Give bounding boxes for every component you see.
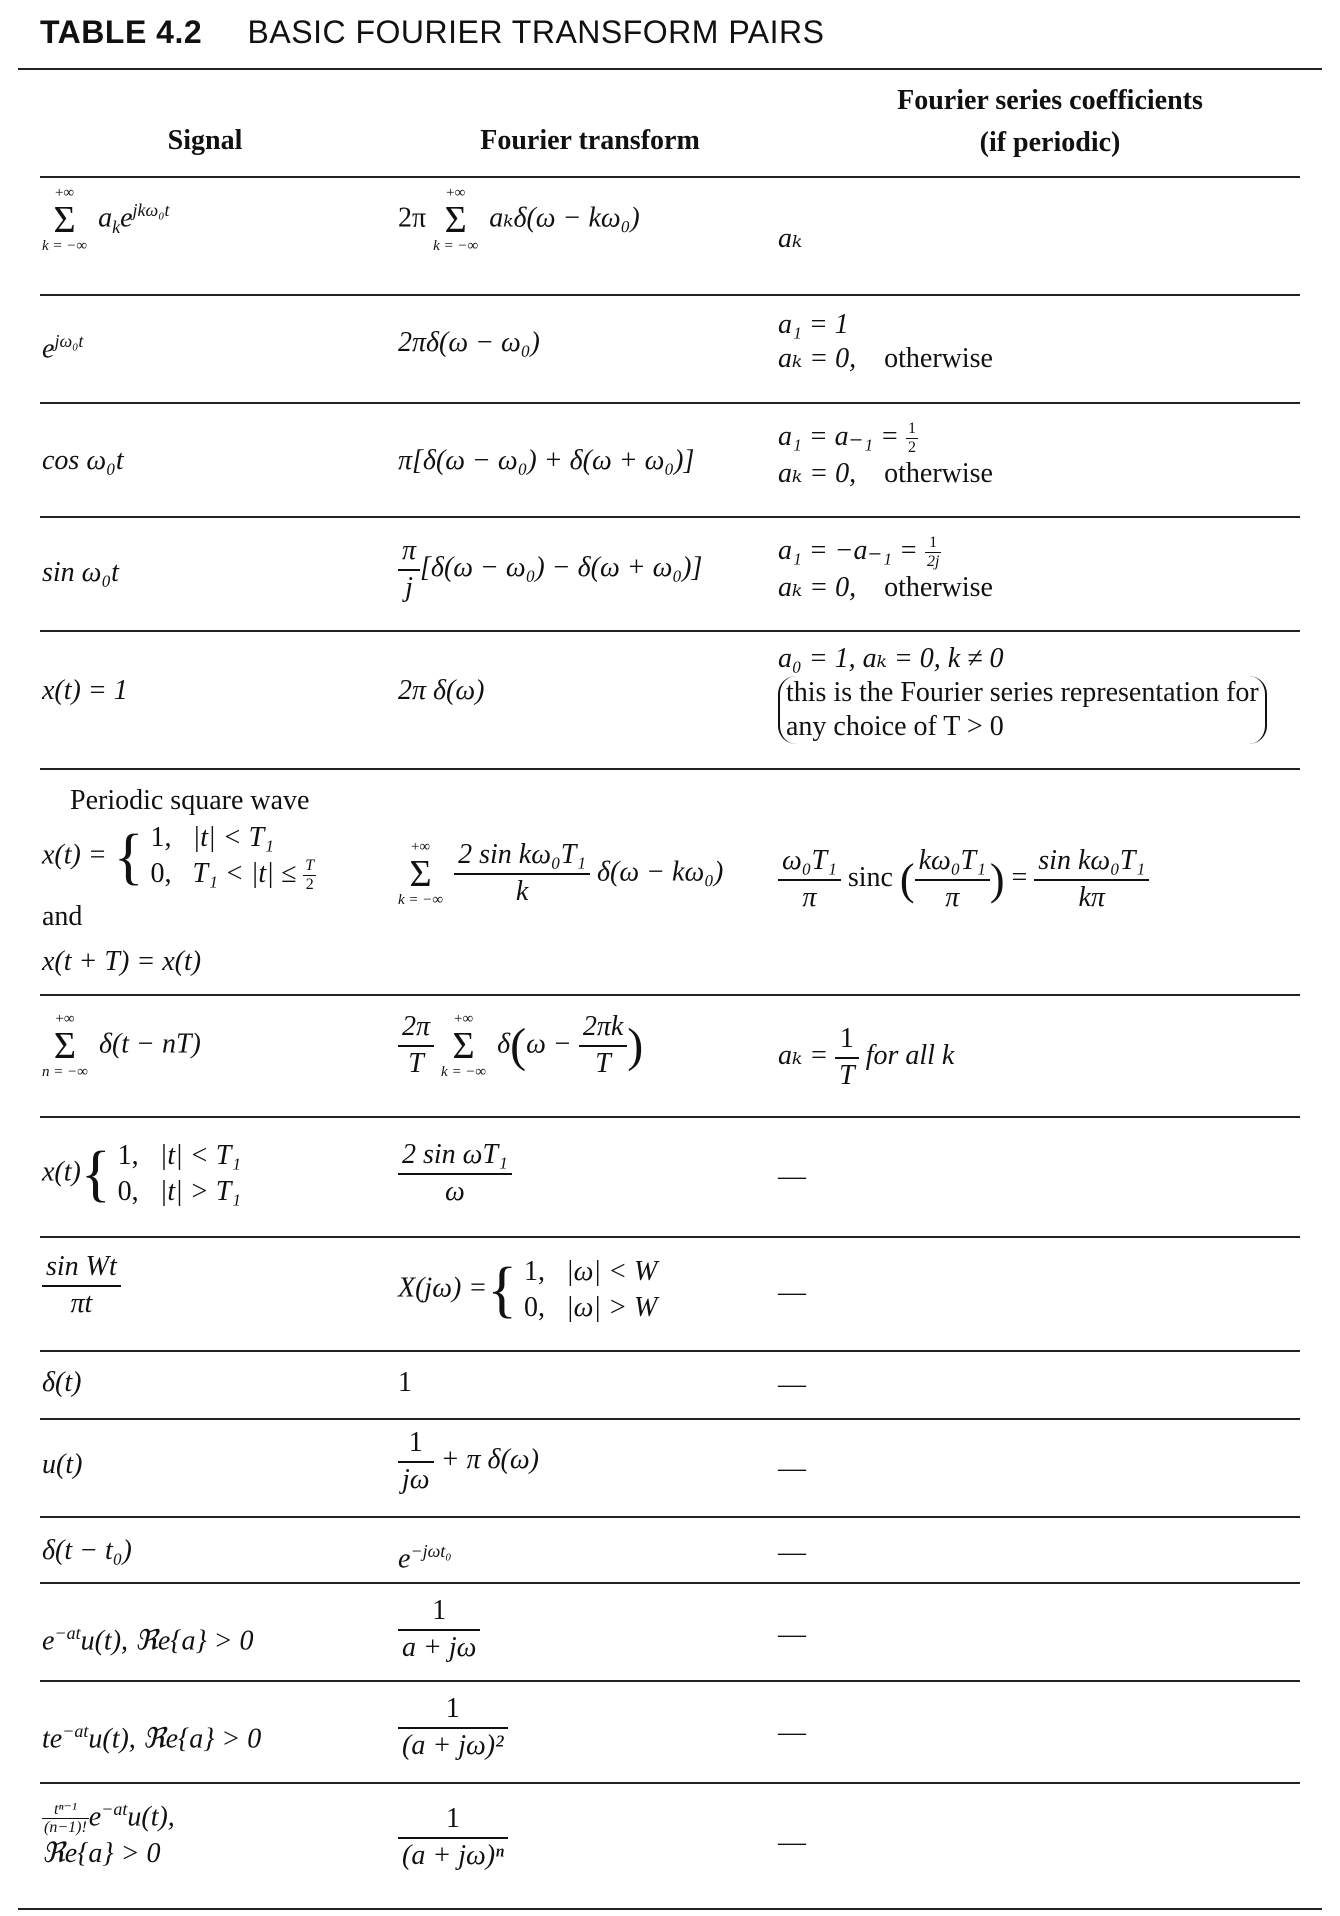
header-rule [40, 176, 1300, 178]
r12-series: — [778, 1537, 806, 1568]
table-title [40, 14, 824, 51]
r2-series: a₁ = 1 aₖ = 0, otherwise [778, 309, 993, 374]
r15-series: — [778, 1827, 806, 1858]
row-rule [40, 516, 1300, 518]
row-rule [40, 1582, 1300, 1584]
bottom-rule [18, 1908, 1322, 1910]
r12-transform: $e^{-j\omega t_0}$ [398, 1541, 452, 1575]
r1-transform: 2π +∞ Σ k = −∞ aₖδ(ω − kω₀) [398, 185, 640, 254]
r3-series: a₁ = a₋₁ = $\frac{1}{2}$ aₖ = 0, otherwise [778, 420, 993, 489]
r9-series: — [778, 1277, 806, 1308]
sum-symbol: +∞ Σ k = −∞ [398, 839, 444, 908]
table-number: TABLE 4.2 [40, 14, 203, 50]
r6-label: Periodic square wave [70, 785, 310, 816]
r11-series: — [778, 1453, 806, 1484]
r6-periodic: x(t + T) = x(t) [42, 946, 202, 977]
r14-transform: $\frac{1}{\text{(a + jω)²}}$ [398, 1694, 508, 1762]
row-rule [40, 768, 1300, 770]
r13-signal: $e^{-at}u(t)$, ℜe{a} > 0 [42, 1623, 254, 1657]
top-rule [18, 68, 1322, 70]
sum-symbol: +∞ Σ k = −∞ [441, 1011, 487, 1080]
r5-signal: x(t) = 1 [42, 675, 128, 706]
r11-signal: u(t) [42, 1449, 83, 1480]
r6-and: and [42, 901, 83, 932]
r10-signal: δ(t) [42, 1367, 82, 1398]
r10-series: — [778, 1369, 806, 1400]
r6-transform: +∞ Σ k = −∞ $\frac{\text{2 sin kω₀T₁}}{k}$ δ(ω − kω₀) [398, 839, 724, 908]
sum-symbol: +∞ Σ k = −∞ [42, 185, 88, 254]
row-rule [40, 1418, 1300, 1420]
header-series [850, 80, 1250, 164]
sum-symbol: +∞ Σ n = −∞ [42, 1011, 88, 1080]
r8-series: — [778, 1161, 806, 1192]
r7-transform: $\frac{2\pi}{T}$ +∞ Σ k = −∞ δ(ω − $\frac{2\pi k}{T}$ ) [398, 1012, 643, 1080]
row-rule [40, 1782, 1300, 1784]
row-rule [40, 1680, 1300, 1682]
r7-signal: +∞ Σ n = −∞ δ(t − nT) [42, 1011, 201, 1080]
series-note: this is the Fourier series representation for any choice of T > 0 [778, 676, 1267, 744]
r14-signal: $te^{-at}u(t)$, ℜe{a} > 0 [42, 1721, 262, 1755]
r6-series: $\frac{\text{ω₀T₁}}{\pi}$ sinc ( $\frac{\text{kω₀T₁}}{\pi}$ ) = $\frac{\text{sin kω₀T₁}}{k\pi}$ [778, 846, 1149, 914]
row-rule [40, 994, 1300, 996]
header-transform: Fourier transform [480, 125, 700, 156]
sum-symbol: +∞ Σ k = −∞ [433, 185, 479, 254]
r1-series: aₖ [778, 223, 803, 254]
row-rule [40, 294, 1300, 296]
row-rule [40, 1350, 1300, 1352]
header-series-line1: Fourier series coefficients [897, 85, 1203, 116]
r11-transform: $\frac{1}{j\omega}$ + π δ(ω) [398, 1428, 539, 1496]
row-rule [40, 402, 1300, 404]
r6-signal: x(t) = { 1, |t| < T₁ 0, T₁ < |t| ≤ $\frac{T}{2}$ [42, 822, 315, 894]
r12-signal: δ(t − t₀) [42, 1535, 132, 1566]
r4-series: a₁ = −a₋₁ = $\frac{1}{2j}$ aₖ = 0, otherwise [778, 534, 993, 603]
r13-series: — [778, 1619, 806, 1650]
r3-transform: π[δ(ω − ω₀) + δ(ω + ω₀)] [398, 445, 695, 476]
r7-series: aₖ = $\frac{1}{T}$ for all k [778, 1023, 955, 1091]
r15-signal: $\frac{\text{tⁿ⁻¹}}{(n-1)!}$ $e^{-at}u(t)$, ℜe{a} > 0 [42, 1799, 175, 1869]
r13-transform: $\frac{1}{a + j\omega}$ [398, 1596, 480, 1664]
row-rule [40, 1236, 1300, 1238]
r4-transform: $\frac{\pi}{j}$ [δ(ω − ω₀) − δ(ω + ω₀)] [398, 536, 702, 604]
r3-signal: cos ω₀t [42, 445, 124, 476]
r14-series: — [778, 1717, 806, 1748]
r5-transform: 2π δ(ω) [398, 675, 485, 706]
row-rule [40, 1116, 1300, 1118]
r15-transform: $\frac{1}{\text{(a + jω)ⁿ}}$ [398, 1804, 508, 1872]
header-signal: Signal [167, 125, 243, 156]
r9-transform: X(jω) ={ 1, |ω| < W 0, |ω| > W [398, 1256, 658, 1324]
r1-signal: +∞ Σ k = −∞ $a_ke^{jk\omega_0t}$ [42, 185, 170, 254]
table-caption: BASIC FOURIER TRANSFORM PAIRS [247, 14, 825, 50]
r5-series: a₀ = 1, aₖ = 0, k ≠ 0 this is the Fourier series representation for any choice of T > 0 [778, 642, 1267, 744]
r10-transform: 1 [398, 1367, 412, 1398]
header-series-line2: (if periodic) [979, 127, 1121, 158]
r8-signal: x(t){ 1, |t| < T₁ 0, |t| > T₁ [42, 1140, 241, 1208]
r2-signal: $e^{j\omega_0t}$ [42, 331, 84, 365]
r2-transform: 2πδ(ω − ω₀) [398, 327, 540, 358]
r8-transform: $\frac{\text{2 sin ωT₁}}{\omega}$ [398, 1140, 512, 1208]
row-rule [40, 630, 1300, 632]
r9-signal: $\frac{\text{sin Wt}}{\pi t}$ [42, 1252, 121, 1320]
r4-signal: sin ω₀t [42, 557, 119, 588]
row-rule [40, 1516, 1300, 1518]
